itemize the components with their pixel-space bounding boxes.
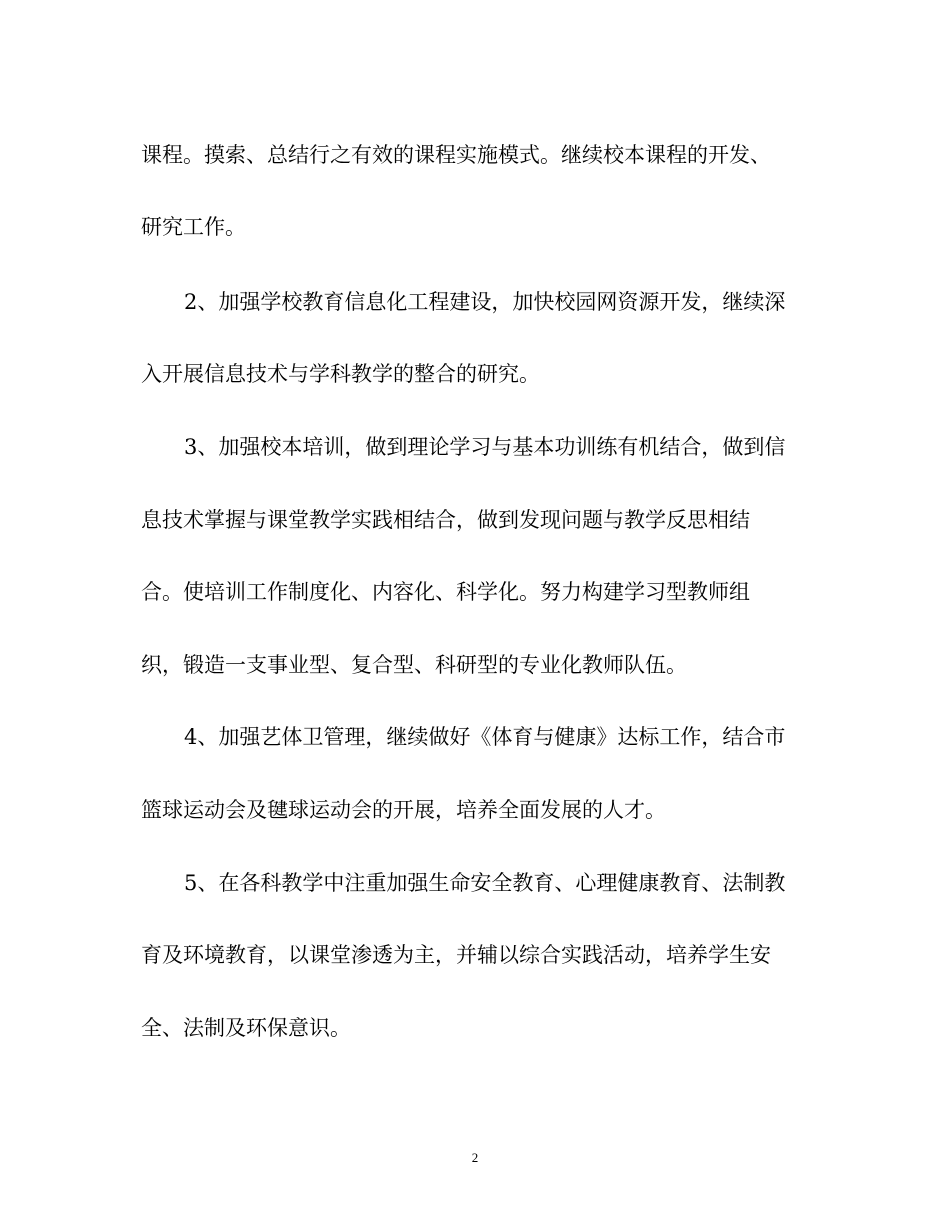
text-line: 课程。摸索、总结行之有效的课程实施模式。继续校本课程的开发、 xyxy=(141,143,771,167)
text-line: 全、法制及环保意识。 xyxy=(141,1016,351,1040)
text-line: 篮球运动会及毽球运动会的开展，培养全面发展的人才。 xyxy=(141,798,666,822)
text-line: 织，锻造一支事业型、复合型、科研型的专业化教师队伍。 xyxy=(141,653,687,677)
page-number: 2 xyxy=(471,1150,479,1165)
paragraph-3-start: 3、加强校本培训，做到理论学习与基本功训练有机结合，做到信 xyxy=(184,435,786,459)
text-line: 入开展信息技术与学科教学的整合的研究。 xyxy=(141,362,540,386)
paragraph-4-start: 4、加强艺体卫管理，继续做好《体育与健康》达标工作，结合市 xyxy=(184,725,786,749)
text-line: 息技术掌握与课堂教学实践相结合，做到发现问题与教学反思相结 xyxy=(141,508,750,532)
paragraph-2-start: 2、加强学校教育信息化工程建设，加快校园网资源开发，继续深 xyxy=(184,290,786,314)
text-line: 研究工作。 xyxy=(141,215,246,239)
paragraph-5-start: 5、在各科教学中注重加强生命安全教育、心理健康教育、法制教 xyxy=(184,871,786,895)
text-line: 合。使培训工作制度化、内容化、科学化。努力构建学习型教师组 xyxy=(141,580,750,604)
text-line: 育及环境教育，以课堂渗透为主，并辅以综合实践活动，培养学生安 xyxy=(141,943,771,967)
